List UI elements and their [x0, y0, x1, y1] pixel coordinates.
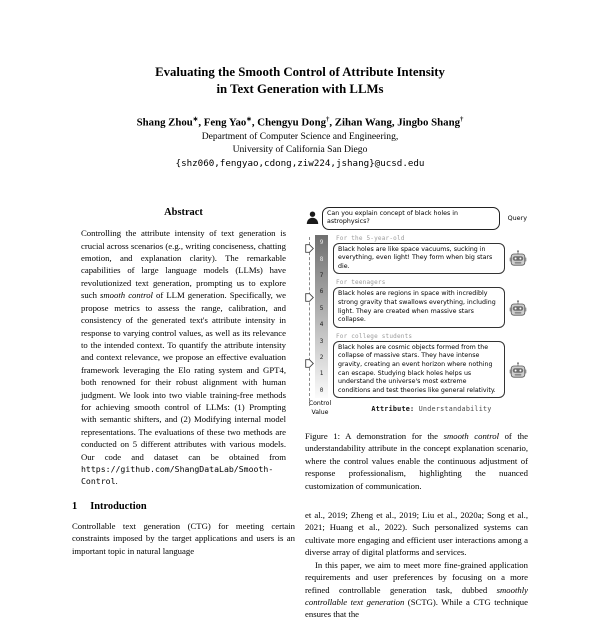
response-list — [333, 235, 528, 399]
scale-value: 1 — [319, 370, 324, 378]
scale-value: 6 — [319, 288, 324, 296]
response-audience-label: For teenagers — [336, 279, 386, 287]
right-column — [305, 205, 528, 620]
response-item — [333, 279, 528, 327]
query-row — [305, 207, 528, 229]
scale-value: 8 — [319, 255, 324, 263]
title-line-2: in Text Generation with LLMs — [216, 81, 384, 96]
abstract-text: Controlling the attribute intensity of text generation is crucial across scenarios (e.g., writing conciseness, chatting emotion, and explanation clarity). The remarkable capabilities of large language models (LLMs) have revolutionized text generation, prompting us to explore such smooth control of LLM generation. Specifically, we propose metrics to assess the range, calibration, and consistency of the generated text's attribute intensity in response to varying control values, as well as its relevance to the intended context. To quantify the attribute intensity and context relevance, we propose an effective evaluation framework leveraging the Elo rating system and GPT4, both renowned for their robust alignment with human judgment. We look into two viable training-free methods for achieving smooth control of LLMs: (1) Prompting with semantic shifters, and (2) Modifying internal model representations. The evaluations of these two methods are conducted on 5 different attributes with various models. Our code and dataset can be obtained from https://github.com/ShangDataLab/Smooth-Control. — [81, 228, 286, 487]
control-slider-rail — [305, 235, 315, 399]
query-label: Query — [507, 214, 527, 223]
two-column-body — [0, 205, 600, 620]
figure-caption: Figure 1: A demonstration for the smooth control of the understandability attribute in the concept explanation scenario, where the control values enable the continuous adjustment of response professionalism, highlighting the nuanced customization of communication. — [305, 431, 528, 491]
robot-icon — [508, 362, 528, 378]
scale-value: 3 — [319, 337, 324, 345]
abstract-heading: Abstract — [164, 207, 203, 219]
left-column — [72, 205, 295, 620]
affiliation-line-2: University of California San Diego — [232, 144, 368, 156]
attribute-value: Understandability — [418, 405, 492, 414]
affiliation-line-1: Department of Computer Science and Engineering, — [201, 131, 399, 143]
figure-footer — [305, 400, 528, 417]
response-item — [333, 333, 528, 399]
body-paragraph-1: et al., 2019; Zheng et al., 2019; Liu et al., 2020a; Song et al., 2021; Huang et al., 2022). Such personalized systems can cultivate more engaging and efficient user interactions among a diverse array of digital platforms and services. — [305, 510, 528, 558]
attribute-label: Attribute: — [371, 405, 419, 414]
control-value-axis-label: Control Value — [308, 400, 332, 416]
response-bubble: Black holes are cosmic objects formed from the collapse of massive stars. They have intense gravity, creating an event horizon where nothing can escape. Studying black holes helps us understand the universe's most extreme conditions and test theories like general relativity. — [333, 341, 505, 399]
slider-handle-6 — [305, 287, 314, 296]
user-icon — [305, 211, 319, 225]
author-emails: {shz060,fengyao,cdong,ziw224,jshang}@ucsd.edu — [175, 158, 425, 170]
scale-value: 5 — [319, 304, 324, 312]
response-audience-label: For college students — [336, 332, 413, 340]
robot-icon — [508, 300, 528, 316]
scale-value: 9 — [319, 239, 324, 247]
attribute-caption — [335, 405, 528, 417]
body-paragraph-2: In this paper, we aim to meet more fine-grained application requirements and user preferences by focusing on a more refined controllable generation task, dubbed smoothly controllable text generation (SCTG). While a CTG technique ensures that the — [305, 559, 528, 620]
control-value-scale — [315, 235, 328, 399]
paper-title — [0, 64, 600, 98]
title-line-1: Evaluating the Smooth Control of Attribute Intensity — [155, 65, 445, 79]
figure-1 — [305, 207, 528, 417]
slider-handle-9 — [305, 238, 314, 247]
scale-value: 0 — [319, 386, 324, 394]
figure-main — [305, 235, 528, 399]
response-bubble: Black holes are regions in space with incredibly strong gravity that swallows everything, including light. They are created when massive stars collapse. — [333, 287, 505, 327]
affiliation — [0, 131, 600, 157]
response-bubble: Black holes are like space vacuums, sucking in everything, even light! They form when big stars die. — [333, 243, 505, 275]
introduction-heading — [72, 501, 295, 512]
section-number: 1 — [72, 500, 78, 512]
introduction-text: Controllable text generation (CTG) for meeting certain constraints imposed by the target applications and users is an important topic in natural language — [72, 520, 295, 556]
section-title: Introduction — [90, 500, 147, 512]
query-bubble: Can you explain concept of black holes in astrophysics? — [322, 207, 500, 229]
scale-value: 2 — [319, 353, 324, 361]
slider-handle-2 — [305, 353, 314, 362]
scale-value: 4 — [319, 321, 324, 329]
response-item — [333, 235, 528, 275]
response-audience-label: For the 5-year-old — [336, 234, 405, 242]
scale-value: 7 — [319, 272, 324, 280]
authors-line: Shang Zhou∗, Feng Yao∗, Chengyu Dong†, Zihan Wang, Jingbo Shang† — [136, 115, 464, 129]
robot-icon — [508, 250, 528, 266]
